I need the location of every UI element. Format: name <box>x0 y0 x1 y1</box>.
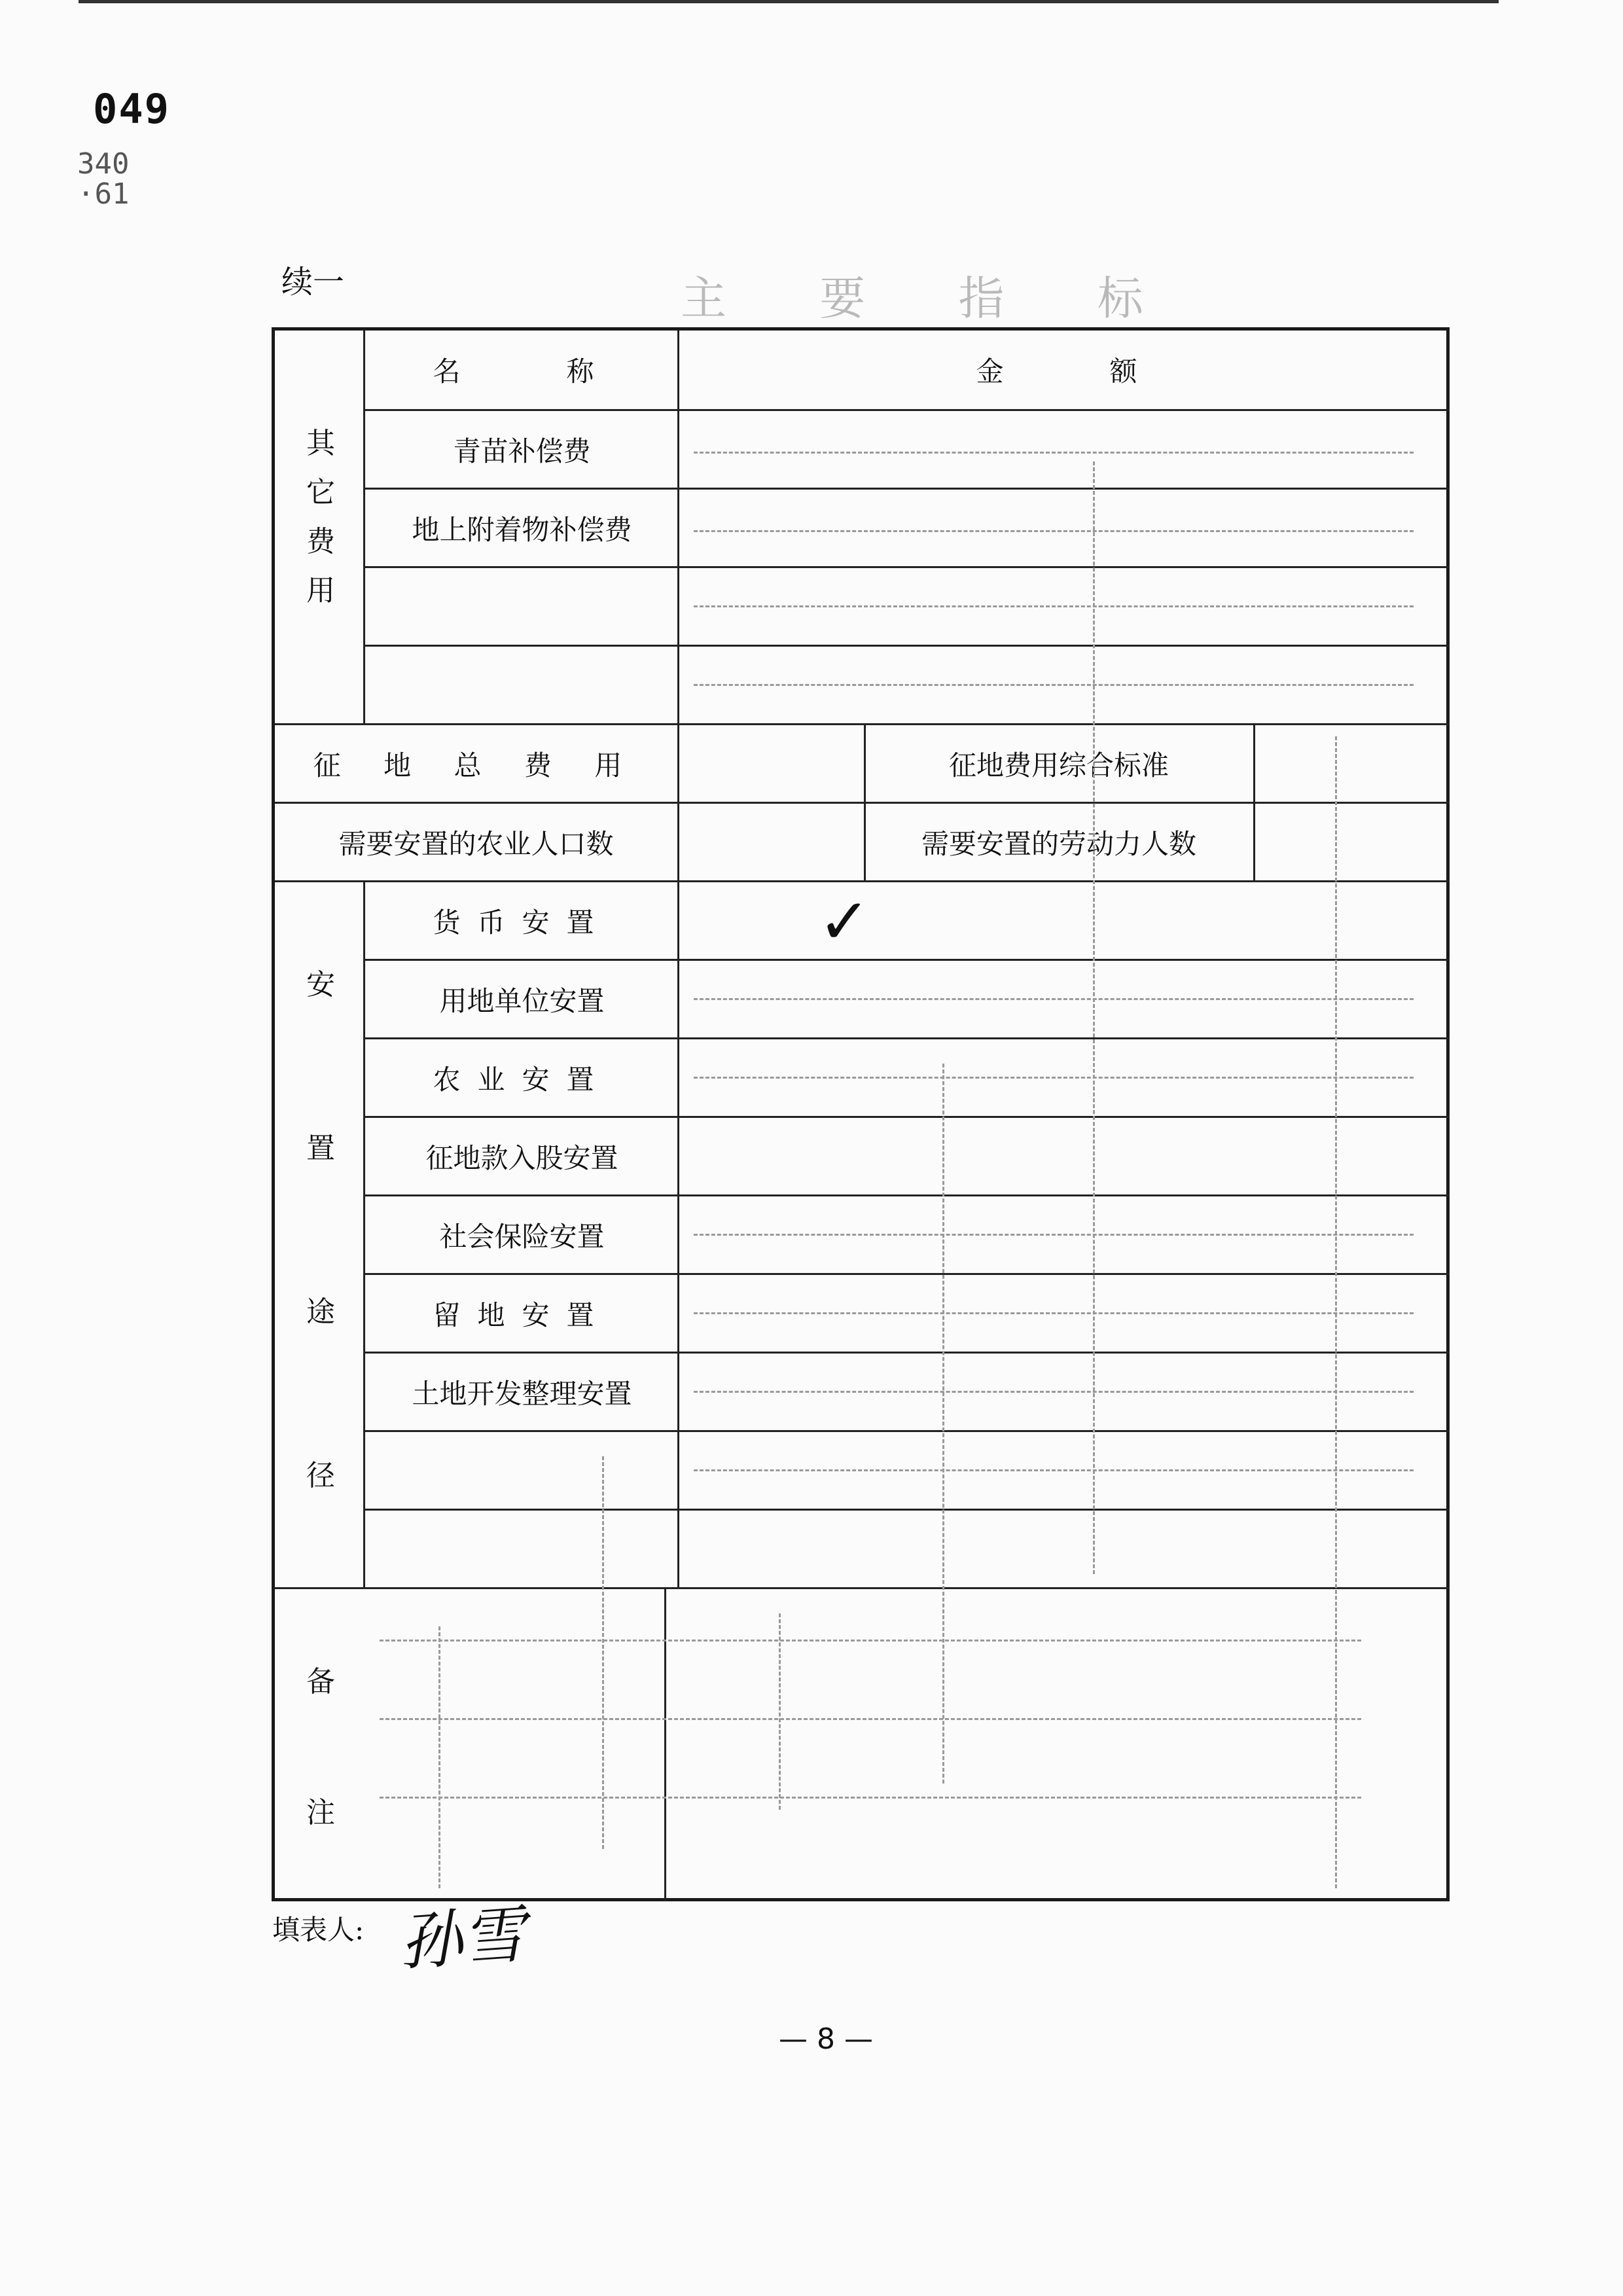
continuation-label: 续一 <box>281 264 345 300</box>
top-edge-rule <box>79 0 1499 3</box>
bleed-through-line <box>694 1234 1414 1236</box>
labor-count-label: 需要安置的劳动力人数 <box>921 827 1196 860</box>
bleed-through-line <box>942 1064 944 1784</box>
bleed-through-line <box>779 1613 781 1810</box>
bleed-through-line <box>694 1469 1414 1471</box>
resettle-row-insurance: 社会保险安置 <box>439 1220 605 1253</box>
bleed-through-line <box>694 1077 1414 1079</box>
other-fee-row-4 <box>366 647 677 723</box>
bleed-through-line <box>694 1391 1414 1393</box>
resettlement-group-label: 安 置 途 径 <box>306 968 335 1492</box>
bleed-through-line <box>1093 461 1095 1574</box>
other-fee-row-3 <box>366 568 677 645</box>
bleed-through-line <box>694 605 1414 607</box>
bleed-through-line <box>380 1718 1361 1720</box>
amount-column-header: 金 额 <box>976 355 1154 387</box>
filler-signature: 孙雪 <box>397 1897 528 1980</box>
resettle-row-reserved-land: 留地安置 <box>433 1299 611 1331</box>
resettle-row-blank-1 <box>366 1432 677 1509</box>
resettle-row-blank-2 <box>366 1511 677 1587</box>
bleed-through-line <box>694 998 1414 1000</box>
bleed-through-line <box>694 530 1414 532</box>
resettle-row-employer: 用地单位安置 <box>439 984 605 1017</box>
archive-stamp: 340 ·61 <box>77 147 130 211</box>
resettle-row-cash: 货币安置 <box>433 906 611 939</box>
bleed-through-line <box>694 452 1414 454</box>
resettle-row-agriculture: 农业安置 <box>433 1063 611 1096</box>
other-fee-row-2: 地上附着物补偿费 <box>412 513 632 546</box>
page-number: — 8 — <box>779 2022 873 2056</box>
total-fee-label: 征 地 总 费 用 <box>313 749 639 781</box>
page-code: 049 <box>93 85 170 133</box>
other-fees-group-label: 其 它 费 用 <box>306 426 335 607</box>
bleed-through-line <box>438 1626 440 1888</box>
name-column-header: 名 称 <box>433 355 611 387</box>
cash-selected-checkmark: ✓ <box>818 885 871 958</box>
bleed-through-line <box>602 1456 604 1849</box>
resettle-row-land-development: 土地开发整理安置 <box>412 1377 632 1410</box>
resettle-row-equity: 征地款入股安置 <box>425 1141 618 1174</box>
land-acquisition-form <box>272 327 1450 1901</box>
bleed-through-line <box>1335 736 1337 1888</box>
other-fee-row-1: 青苗补偿费 <box>453 435 591 467</box>
faded-title: 主 要 指 标 <box>681 272 1183 325</box>
bleed-through-line <box>380 1797 1361 1799</box>
remarks-label: 备 注 <box>306 1665 335 1829</box>
bleed-through-line <box>694 1312 1414 1314</box>
fee-standard-label: 征地费用综合标准 <box>948 749 1169 781</box>
bleed-through-line <box>694 684 1414 686</box>
agri-population-label: 需要安置的农业人口数 <box>338 827 614 860</box>
bleed-through-line <box>380 1640 1361 1641</box>
filler-label: 填表人: <box>272 1914 365 1946</box>
